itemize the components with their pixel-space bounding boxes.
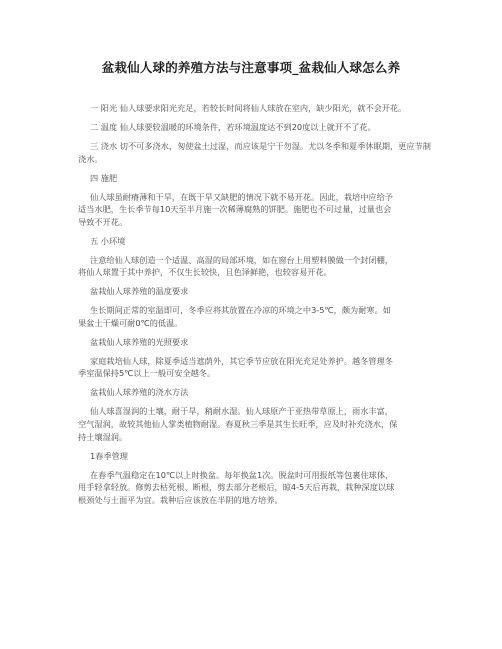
section-heading: 1春季管理 [90, 450, 128, 461]
paragraph: 仙人球喜湿润的土壤，耐于旱，稍耐水湿。仙人球原产于亚热带草原上，雨水丰富， 空气湿润，故较其他仙人掌类植物耐湿。春夏秋三季是其生长旺季，应及时补充浇水，保 持土壤湿润。 [78, 406, 398, 442]
paragraph: 仙人球虽耐瘠薄和干旱，在既干旱又缺肥的情况下就不易开花。因此，栽培中应给予 适当水肥，生长季节每10天至半月施一次稀薄腐熟的饼肥。施肥也不可过量，过量也会 导致不开花。 [78, 191, 393, 227]
paragraph: 一 阳光 仙人球要求阳光充足，若较长时间将仙人球放在室内，缺少阳光，就不会开花。 [90, 103, 407, 113]
paragraph: 二 温度 仙人球要较温暖的环境条件，若环境温度达不到20度以上就开不了花。 [90, 121, 376, 132]
paragraph: 在春季气温稳定在10℃以上时换盆。每年换盆1次。脱盆时可用报纸等包裹住球体， 用手轻拿轻放。修剪去枯死根、断根，剪去部分老根后，晾4-5天后再栽，栽种深度以球 根颈处与土面平为宜。栽种后应该放在半阴的地方培养。 [78, 469, 395, 505]
paragraph: 三 浇水 切不可多浇水，匆使盆土过湿，而应该是宁干勿湿。尤以冬季和夏季休眠期，更应节制浇水。 [78, 140, 431, 164]
page-title: 盆栽仙人球的养殖方法与注意事项_盆栽仙人球怎么养 [101, 60, 401, 75]
section-heading: 五 小环境 [90, 235, 126, 246]
paragraph: 注意给仙人球创造一个适温、高湿的局部环境，如在窗台上用塑料膜做一个封闭棚， 将仙人球置于其中养护，不仅生长较快，且色泽鲜艳，也较容易开花。 [78, 254, 393, 278]
article-body [78, 102, 433, 513]
section-heading: 盆栽仙人球养殖的光照要求 [90, 336, 189, 347]
paragraph: 家庭栽培仙人球，除夏季适当遮荫外，其它季节应放在阳光充足处养护。越冬管理冬 季室温保持5℃以上一般可安全越冬。 [78, 355, 393, 379]
section-heading: 盆栽仙人球养殖的温度要求 [90, 286, 189, 297]
section-heading: 盆栽仙人球养殖的浇水方法 [90, 387, 189, 398]
section-heading: 四 施肥 [90, 172, 118, 183]
paragraph: 生长期间正常的室温即可，冬季应将其放置在冷凉的环境之中3-5℃，颇为耐寒。如 果盆土干燥可耐0℃的低温。 [78, 305, 391, 328]
